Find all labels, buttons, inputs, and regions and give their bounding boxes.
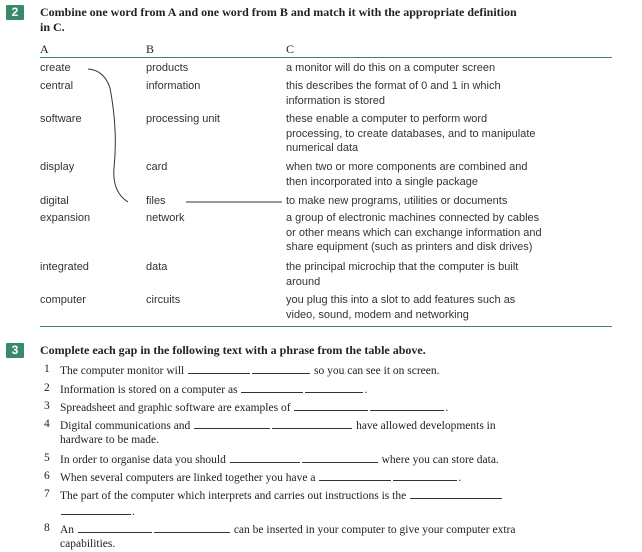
- gap-sentence-5: [60, 452, 499, 468]
- gap-sentence-4: [60, 418, 496, 434]
- sentence-text: In order to organise data you should: [60, 454, 226, 466]
- definition: [286, 293, 626, 322]
- definition-line: this describes the format of 0 and 1 in which: [286, 80, 501, 92]
- sentence-text: Information is stored on a computer as: [60, 384, 238, 396]
- sentence-text: .: [132, 506, 135, 518]
- instruction-line-2: in C.: [40, 20, 65, 34]
- col-a-word: software: [40, 113, 82, 125]
- gap-sentence-1: [60, 363, 440, 379]
- col-b-word: information: [146, 80, 201, 92]
- definition-line: information is stored: [286, 94, 386, 107]
- answer-gap[interactable]: [370, 400, 444, 411]
- sentence-text: .: [458, 472, 462, 484]
- definition: [286, 160, 626, 189]
- answer-gap[interactable]: [393, 470, 457, 481]
- definition-line: a monitor will do this on a computer screen: [286, 62, 496, 74]
- answer-gap[interactable]: [410, 488, 502, 499]
- item-number: 7: [44, 488, 50, 500]
- col-b-word: files: [146, 195, 166, 207]
- col-b-word: data: [146, 261, 168, 273]
- col-a-word: central: [40, 80, 74, 92]
- definition-line: or other means which can exchange information and: [286, 226, 542, 239]
- col-b-word: processing unit: [146, 113, 220, 125]
- column-c-header: C: [286, 42, 295, 56]
- gap-sentence-3: [60, 400, 448, 416]
- sentence-text: Digital communications and: [60, 420, 191, 432]
- definition-line: you plug this into a slot to add features such as: [286, 294, 516, 306]
- gap-sentence-2: [60, 382, 367, 398]
- answer-gap[interactable]: [61, 504, 131, 515]
- item-number: 8: [44, 522, 50, 534]
- sentence-text: The computer monitor will: [60, 365, 185, 377]
- definition-line: then incorporated into a single package: [286, 175, 479, 188]
- definition-line: these enable a computer to perform word: [286, 113, 488, 125]
- definition: [286, 79, 626, 108]
- gap-sentence-8: [60, 522, 515, 538]
- answer-gap[interactable]: [230, 452, 300, 463]
- item-number: 2: [44, 382, 50, 394]
- sentence-text: .: [364, 384, 368, 396]
- answer-gap[interactable]: [194, 418, 270, 429]
- sentence-text: Spreadsheet and graphic software are examples of: [60, 402, 291, 414]
- answer-gap[interactable]: [272, 418, 352, 429]
- exercise-3-instruction: Complete each gap in the following text with a phrase from the table above.: [40, 343, 426, 357]
- col-a-word: integrated: [40, 261, 89, 273]
- sentence-text: When several computers are linked together you have a: [60, 472, 316, 484]
- item-number: 6: [44, 470, 50, 482]
- definition-line: around: [286, 275, 321, 288]
- exercise-2-badge: 2: [6, 5, 24, 20]
- col-a-word: digital: [40, 195, 69, 207]
- item-number: 4: [44, 418, 50, 430]
- definition-line: the principal microchip that the computer is built: [286, 261, 519, 273]
- answer-gap[interactable]: [294, 400, 368, 411]
- item-number: 1: [44, 363, 50, 375]
- col-b-word: circuits: [146, 294, 181, 306]
- item-number: 3: [44, 400, 50, 412]
- sentence-text: so you can see it on screen.: [314, 365, 440, 377]
- gap-sentence-7: [60, 488, 503, 504]
- definition-line: when two or more components are combined and: [286, 161, 528, 173]
- sentence-text: have allowed developments in: [356, 420, 496, 432]
- gap-sentence-6: [60, 470, 461, 486]
- example-curve: [88, 69, 128, 202]
- col-b-word: products: [146, 62, 189, 74]
- answer-gap[interactable]: [241, 382, 303, 393]
- definition: [286, 260, 626, 289]
- definition: [286, 194, 626, 209]
- sentence-text: .: [445, 402, 449, 414]
- instruction-line-1: Combine one word from A and one word from B and match it with the appropriate definition: [40, 5, 517, 19]
- definition-line: a group of electronic machines connected by cables: [286, 212, 540, 224]
- answer-gap[interactable]: [78, 522, 152, 533]
- answer-gap[interactable]: [302, 452, 378, 463]
- item-number: 5: [44, 452, 50, 464]
- answer-gap[interactable]: [305, 382, 363, 393]
- definition-line: to make new programs, utilities or documents: [286, 195, 508, 207]
- exercise-3-badge: 3: [6, 343, 24, 358]
- definition: [286, 61, 626, 76]
- answer-gap[interactable]: [252, 363, 310, 374]
- exercise-2-instruction: [40, 5, 630, 35]
- definition-line: processing, to create databases, and to manipulate: [286, 127, 536, 140]
- definition-line: share equipment (such as printers and disk drives): [286, 241, 533, 253]
- column-b-header: B: [146, 42, 155, 56]
- col-b-word: card: [146, 161, 168, 173]
- definition: [286, 112, 626, 156]
- column-a-header: A: [40, 42, 49, 56]
- definition-line: video, sound, modem and networking: [286, 308, 469, 321]
- answer-gap[interactable]: [319, 470, 391, 481]
- col-a-word: computer: [40, 294, 86, 306]
- col-a-word: display: [40, 161, 75, 173]
- gap-sentence-8-continuation: capabilities.: [60, 538, 116, 550]
- definition: [286, 211, 626, 255]
- col-a-word: create: [40, 62, 71, 74]
- col-a-word: expansion: [40, 212, 91, 224]
- sentence-text: The part of the computer which interprets and carries out instructions is the: [60, 490, 407, 502]
- gap-sentence-7-continuation: [60, 504, 135, 520]
- definition-line: numerical data: [286, 142, 359, 154]
- sentence-text: where you can store data.: [381, 454, 499, 466]
- answer-gap[interactable]: [188, 363, 250, 374]
- sentence-text: can be inserted in your computer to give your computer extra: [233, 524, 516, 536]
- answer-gap[interactable]: [154, 522, 230, 533]
- table-bottom-rule: [40, 326, 612, 327]
- col-b-word: network: [146, 212, 185, 224]
- gap-sentence-4-continuation: hardware to be made.: [60, 434, 159, 446]
- table-top-rule: [40, 57, 612, 58]
- sentence-text: An: [60, 524, 75, 536]
